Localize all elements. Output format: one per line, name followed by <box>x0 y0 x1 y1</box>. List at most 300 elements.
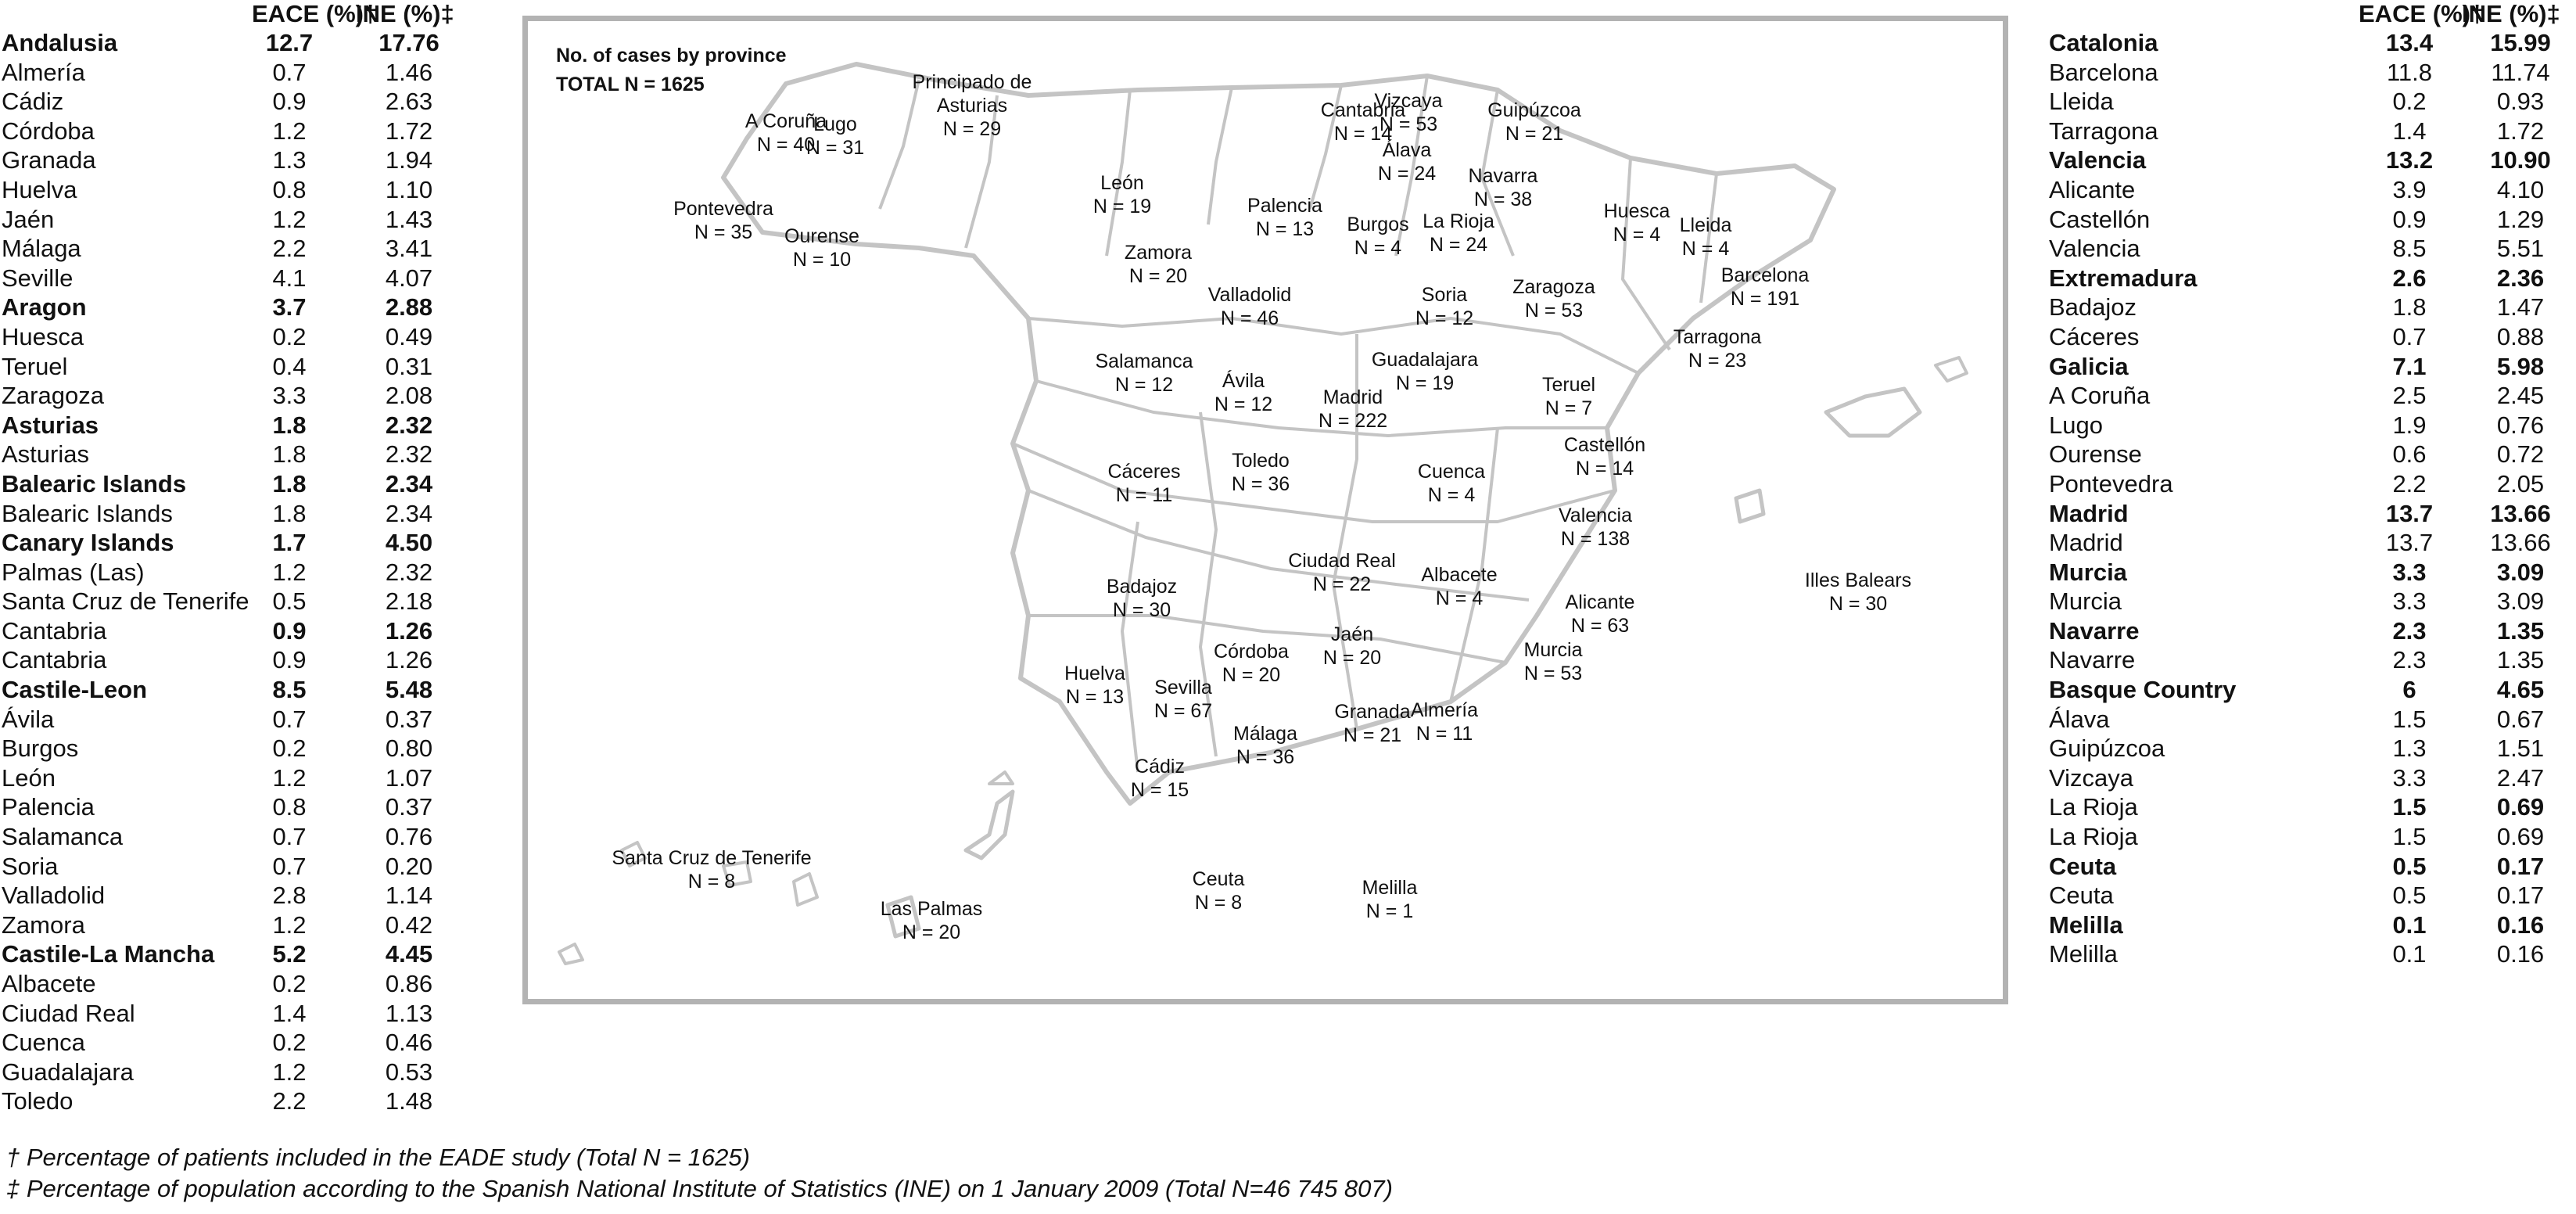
region-name: Toledo <box>2 1087 74 1115</box>
region-name: Málaga <box>2 235 81 263</box>
province-count: N = 19 <box>1092 196 1152 217</box>
table-row <box>0 705 500 735</box>
region-name: Badajoz <box>2049 293 2137 321</box>
province-name: Ciudad Real <box>1288 550 1396 572</box>
province-count: N = 20 <box>1128 265 1188 287</box>
province-label <box>1423 210 1494 257</box>
province-count: N = 13 <box>1255 218 1315 240</box>
table-row <box>0 1086 500 1116</box>
ine-value: 1.51 <box>2496 735 2545 763</box>
province-name: Cuenca <box>1417 461 1486 483</box>
province-label <box>1323 623 1381 670</box>
province-count: N = 10 <box>792 249 852 271</box>
province-label <box>806 113 864 160</box>
province-count: N = 191 <box>1730 288 1800 310</box>
ine-value: 5.48 <box>385 676 433 704</box>
region-name: Valladolid <box>2 882 106 910</box>
ine-value: 1.26 <box>385 646 433 674</box>
province-label <box>1523 638 1582 685</box>
region-name: Extremadura <box>2049 264 2197 292</box>
table-row <box>2047 792 2576 822</box>
province-count: N = 4 <box>1681 238 1730 260</box>
province-name: Albacete <box>1421 564 1498 586</box>
eace-value: 1.3 <box>2392 735 2427 763</box>
province-count: N = 63 <box>1570 615 1630 637</box>
ine-value: 15.99 <box>2490 29 2551 56</box>
eace-value: 0.2 <box>2392 88 2427 116</box>
table-row <box>2047 616 2576 646</box>
province-count: N = 53 <box>1379 113 1438 135</box>
ine-value: 1.43 <box>385 205 433 233</box>
province-count: N = 20 <box>1322 647 1382 669</box>
right-prevalence-table <box>2047 0 2576 968</box>
ine-value: 13.66 <box>2490 529 2551 557</box>
eace-value: 1.7 <box>272 529 307 557</box>
eace-value: 1.2 <box>272 117 307 145</box>
ine-value: 1.07 <box>385 763 433 792</box>
province-label <box>1469 164 1538 211</box>
eace-value: 13.2 <box>2385 146 2434 174</box>
region-name: Canary Islands <box>2 529 174 557</box>
map-title-line: No. of cases by province <box>556 45 787 66</box>
ine-value: 5.98 <box>2496 352 2545 380</box>
province-name: Guipúzcoa <box>1487 99 1581 121</box>
province-count: N = 30 <box>1828 593 1888 615</box>
region-name: Ávila <box>2 705 55 733</box>
province-name: La Rioja <box>1423 210 1494 232</box>
province-count: N = 12 <box>1214 393 1273 415</box>
province-name: Álava <box>1382 139 1432 161</box>
eace-value: 7.1 <box>2392 352 2427 380</box>
province-label <box>1362 876 1418 923</box>
province-label <box>1154 676 1212 723</box>
province-label <box>784 224 859 271</box>
table-row <box>0 528 500 558</box>
province-count: N = 14 <box>1575 458 1634 479</box>
table-row <box>0 822 500 852</box>
province-name: Cádiz <box>1135 756 1185 778</box>
region-name: Navarre <box>2049 616 2140 645</box>
region-name: Madrid <box>2049 529 2123 557</box>
ine-value: 2.34 <box>385 499 433 527</box>
province-name: Castellón <box>1563 434 1646 456</box>
ine-value: 1.46 <box>385 58 433 86</box>
province-label <box>1674 325 1762 372</box>
table-row <box>2047 352 2576 382</box>
region-name: Navarre <box>2049 646 2136 674</box>
ine-value: 1.26 <box>385 616 433 645</box>
province-count: N = 30 <box>1112 599 1171 621</box>
table-row <box>2047 293 2576 322</box>
map-outline <box>1826 389 1920 436</box>
province-label <box>1107 575 1177 622</box>
region-name: Galicia <box>2049 352 2129 380</box>
province-count: N = 20 <box>1222 664 1281 686</box>
region-name: Palencia <box>2 793 95 821</box>
ine-value: 0.31 <box>385 352 433 380</box>
eace-value: 0.2 <box>272 322 307 350</box>
eace-value: 1.2 <box>272 558 307 586</box>
province-name: Guadalajara <box>1371 349 1479 371</box>
ine-value: 13.66 <box>2490 499 2551 527</box>
province-name: Lugo <box>813 113 857 135</box>
province-count: N = 8 <box>1194 892 1243 914</box>
province-label <box>1131 755 1189 802</box>
province-label <box>1095 350 1193 397</box>
ine-value: 0.37 <box>385 705 433 733</box>
eace-value: 2.8 <box>272 882 307 910</box>
table-row <box>0 645 500 675</box>
region-name: Soria <box>2 852 59 880</box>
province-name: Pontevedra <box>673 198 773 220</box>
eace-value: 2.2 <box>272 235 307 263</box>
province-label <box>673 197 773 244</box>
province-name: Cáceres <box>1107 461 1181 483</box>
province-name: Zaragoza <box>1512 276 1595 298</box>
eace-value: 0.1 <box>2392 910 2427 939</box>
province-label <box>1411 699 1478 745</box>
province-name: Madrid <box>1322 386 1383 408</box>
province-count: N = 14 <box>1333 123 1393 145</box>
ine-value: 17.76 <box>379 29 439 56</box>
province-count: N = 36 <box>1236 746 1295 768</box>
region-name: Andalusia <box>2 29 118 56</box>
table-row <box>0 322 500 352</box>
region-name: Seville <box>2 264 74 292</box>
province-label <box>1232 449 1290 496</box>
province-name: Tarragona <box>1673 326 1762 348</box>
ine-value: 0.69 <box>2496 823 2545 851</box>
table-row <box>0 763 500 793</box>
ine-value: 0.67 <box>2496 705 2545 733</box>
ine-value: 0.53 <box>385 1058 433 1086</box>
table-row <box>2047 145 2576 175</box>
map-outline <box>1122 522 1138 772</box>
eace-value: 0.8 <box>272 793 307 821</box>
eace-value: 0.9 <box>272 616 307 645</box>
region-name: Valencia <box>2049 146 2147 174</box>
region-name: Aragon <box>2 293 87 321</box>
region-name: Tarragona <box>2049 117 2158 145</box>
ine-value: 0.88 <box>2496 322 2545 350</box>
province-count: N = 22 <box>1312 573 1372 595</box>
map-outline <box>1736 490 1763 522</box>
map-outline <box>723 64 1834 803</box>
eace-value: 5.2 <box>272 940 307 968</box>
eace-value: 3.9 <box>2392 175 2427 203</box>
province-name: Salamanca <box>1095 350 1193 372</box>
ine-value: 1.10 <box>385 175 433 203</box>
table-row <box>0 558 500 587</box>
ine-value: 4.65 <box>2496 676 2545 704</box>
ine-value: 10.90 <box>2490 146 2551 174</box>
region-name: Pontevedra <box>2049 469 2173 497</box>
province-name: Burgos <box>1347 214 1409 235</box>
province-label <box>1604 199 1670 246</box>
province-name: Palencia <box>1247 195 1322 217</box>
ine-value: 1.14 <box>385 882 433 910</box>
province-count: N = 24 <box>1377 163 1437 185</box>
table-row <box>0 1028 500 1058</box>
province-label <box>612 846 811 893</box>
ine-value: 0.80 <box>385 735 433 763</box>
province-count: N = 40 <box>756 134 816 156</box>
province-count: N = 20 <box>902 921 961 943</box>
map-outline <box>989 772 1013 784</box>
eace-value: 1.8 <box>272 469 307 497</box>
ine-column-header: INE (%)‡ <box>356 0 454 27</box>
region-name: Burgos <box>2 735 79 763</box>
ine-value: 2.32 <box>385 411 433 439</box>
ine-value: 0.46 <box>385 1029 433 1057</box>
ine-value: 0.72 <box>2496 440 2545 469</box>
region-name: Jaén <box>2 205 55 233</box>
table-row <box>0 675 500 705</box>
table-row <box>0 411 500 440</box>
eace-value: 0.9 <box>272 88 307 116</box>
eace-value: 0.7 <box>2392 322 2427 350</box>
province-name: Valencia <box>1558 505 1633 526</box>
region-name: Asturias <box>2 411 99 439</box>
region-name: Zamora <box>2 910 85 939</box>
eace-value: 3.3 <box>2392 763 2427 792</box>
eace-value: 2.2 <box>2392 469 2427 497</box>
province-label <box>1378 138 1436 185</box>
map-total-line: TOTAL N = 1625 <box>556 74 705 95</box>
province-name: Illes Balears <box>1804 569 1912 591</box>
eace-value: 13.7 <box>2385 499 2434 527</box>
eace-value: 1.5 <box>2392 823 2427 851</box>
province-count: N = 23 <box>1688 350 1747 372</box>
table-row <box>2047 499 2576 529</box>
ine-value: 1.13 <box>385 999 433 1027</box>
province-count: N = 4 <box>1427 484 1476 506</box>
table-row <box>2047 322 2576 352</box>
ine-value: 3.09 <box>2496 587 2545 616</box>
table-row <box>0 969 500 999</box>
eace-value: 1.2 <box>272 763 307 792</box>
province-label <box>1374 89 1442 136</box>
province-count: N = 12 <box>1415 307 1474 329</box>
province-name: Barcelona <box>1720 264 1810 286</box>
table-row <box>0 264 500 293</box>
eace-column-header: EACE (%)† <box>252 0 378 27</box>
province-name: Badajoz <box>1106 576 1178 598</box>
left-table-header <box>0 0 500 30</box>
province-name: Lleida <box>1679 214 1732 236</box>
province-name: Las Palmas <box>880 898 983 920</box>
province-count: N = 7 <box>1545 397 1593 419</box>
ine-value: 4.50 <box>385 529 433 557</box>
eace-value: 0.2 <box>272 1029 307 1057</box>
table-row <box>2047 440 2576 469</box>
province-name: Cantabria <box>1320 99 1406 121</box>
ine-value: 1.29 <box>2496 205 2545 233</box>
eace-value: 2.5 <box>2392 382 2427 410</box>
province-name: León <box>1100 172 1144 194</box>
ine-value: 0.76 <box>2496 411 2545 439</box>
region-name: Almería <box>2 58 85 86</box>
table-row <box>0 1058 500 1087</box>
table-row <box>2047 675 2576 705</box>
province-count: N = 138 <box>1560 528 1631 550</box>
ine-value: 2.08 <box>385 382 433 410</box>
province-name: Valladolid <box>1207 284 1292 306</box>
province-name: Vizcaya <box>1374 90 1443 112</box>
region-name: Lleida <box>2049 88 2114 116</box>
eace-value: 1.4 <box>2392 117 2427 145</box>
province-label <box>1064 662 1125 709</box>
eace-value: 13.4 <box>2385 29 2434 56</box>
province-name: Málaga <box>1233 723 1297 745</box>
region-name: Ciudad Real <box>2 999 135 1027</box>
province-count: N = 11 <box>1115 484 1173 506</box>
region-name: Cádiz <box>2 88 64 116</box>
province-label <box>1566 591 1635 638</box>
province-name: Soria <box>1421 284 1468 306</box>
ine-value: 1.47 <box>2496 293 2545 321</box>
table-row <box>2047 411 2576 440</box>
region-name: Huelva <box>2 175 77 203</box>
eace-value: 0.5 <box>272 587 307 616</box>
province-label <box>1214 369 1272 416</box>
eace-value: 1.2 <box>272 205 307 233</box>
province-label <box>1512 275 1595 322</box>
region-name: Granada <box>2 146 96 174</box>
eace-value: 0.2 <box>272 735 307 763</box>
province-name: Navarra <box>1468 165 1538 187</box>
eace-value: 0.5 <box>2392 882 2427 910</box>
ine-value: 1.48 <box>385 1087 433 1115</box>
eace-value: 1.2 <box>272 910 307 939</box>
eace-value: 0.6 <box>2392 440 2427 469</box>
ine-value: 0.17 <box>2496 882 2545 910</box>
region-name: Córdoba <box>2 117 95 145</box>
region-name: Albacete <box>2 970 96 997</box>
province-count: N = 38 <box>1473 189 1533 210</box>
ine-value: 2.18 <box>385 587 433 616</box>
ine-value: 1.72 <box>385 117 433 145</box>
table-row <box>2047 28 2576 58</box>
table-row <box>0 852 500 882</box>
table-row <box>2047 939 2576 969</box>
table-row <box>2047 705 2576 735</box>
province-name: Ávila <box>1222 370 1265 392</box>
province-name: Almería <box>1410 699 1479 721</box>
ine-value: 1.35 <box>2496 646 2545 674</box>
ine-value: 1.35 <box>2496 616 2545 645</box>
province-count: N = 36 <box>1231 473 1290 495</box>
region-name: La Rioja <box>2049 793 2138 821</box>
table-row <box>0 205 500 235</box>
eace-value: 4.1 <box>272 264 307 292</box>
province-name: Santa Cruz de Tenerife <box>612 847 812 869</box>
region-name: Vizcaya <box>2049 763 2133 792</box>
ine-value: 11.74 <box>2491 58 2550 86</box>
province-label <box>1542 373 1595 420</box>
province-count: N = 11 <box>1415 723 1473 745</box>
region-name: Barcelona <box>2049 58 2158 86</box>
eace-value: 2.3 <box>2392 616 2427 645</box>
eace-value: 3.3 <box>272 382 307 410</box>
province-name: Ceuta <box>1192 868 1245 890</box>
province-count: N = 67 <box>1153 700 1213 722</box>
region-name: Valencia <box>2049 235 2140 263</box>
eace-value: 0.8 <box>272 175 307 203</box>
eace-value: 3.7 <box>272 293 307 321</box>
province-label <box>1288 549 1396 596</box>
region-name: Cantabria <box>2 616 107 645</box>
table-row <box>2047 910 2576 940</box>
table-row <box>2047 881 2576 910</box>
left-prevalence-table <box>0 0 500 1115</box>
ine-value: 0.16 <box>2496 910 2545 939</box>
region-name: Madrid <box>2049 499 2129 527</box>
region-name: Palmas (Las) <box>2 558 145 586</box>
ine-value: 4.10 <box>2496 175 2545 203</box>
province-label <box>1559 504 1632 551</box>
region-name: Salamanca <box>2 823 124 851</box>
table-row <box>0 792 500 822</box>
eace-value: 2.3 <box>2392 646 2427 674</box>
table-row <box>0 499 500 529</box>
region-name: Basque Country <box>2049 676 2237 704</box>
table-row <box>0 28 500 58</box>
province-label <box>1334 700 1410 747</box>
map-outline <box>559 944 583 964</box>
region-name: Santa Cruz de Tenerife <box>2 587 249 616</box>
ine-value: 2.36 <box>2496 264 2545 292</box>
eace-value: 2.6 <box>2392 264 2427 292</box>
ine-value: 1.72 <box>2496 117 2545 145</box>
table-row <box>0 117 500 146</box>
table-row <box>0 381 500 411</box>
map-outline <box>1208 88 1232 224</box>
region-name: Murcia <box>2049 587 2122 616</box>
province-count: N = 35 <box>694 221 753 243</box>
table-row <box>0 145 500 175</box>
province-label <box>1208 283 1292 330</box>
province-count: N = 46 <box>1220 307 1279 329</box>
province-name: Zamora <box>1124 242 1193 264</box>
region-name: Cuenca <box>2 1029 85 1057</box>
table-row <box>2047 822 2576 852</box>
province-label <box>1805 569 1911 616</box>
region-name: Alicante <box>2049 175 2136 203</box>
region-name: Guadalajara <box>2 1058 134 1086</box>
eace-value: 0.7 <box>272 58 307 86</box>
table-row <box>0 352 500 382</box>
table-row <box>2047 852 2576 882</box>
table-row <box>2047 234 2576 264</box>
ine-value: 0.76 <box>385 823 433 851</box>
region-name: Ceuta <box>2049 882 2114 910</box>
eace-value: 1.8 <box>272 411 307 439</box>
region-name: Guipúzcoa <box>2049 735 2165 763</box>
ine-value: 2.05 <box>2496 469 2545 497</box>
region-name: Ceuta <box>2049 852 2117 880</box>
eace-value: 0.7 <box>272 823 307 851</box>
region-name: Catalonia <box>2049 29 2158 56</box>
province-count: N = 15 <box>1130 779 1189 801</box>
eace-value: 0.7 <box>272 705 307 733</box>
table-row <box>0 440 500 469</box>
province-count: N = 24 <box>1429 234 1488 256</box>
eace-value: 1.2 <box>272 1058 307 1086</box>
ine-value: 3.09 <box>2496 558 2545 586</box>
ine-value: 5.51 <box>2496 235 2545 263</box>
province-name: Huelva <box>1064 663 1125 684</box>
